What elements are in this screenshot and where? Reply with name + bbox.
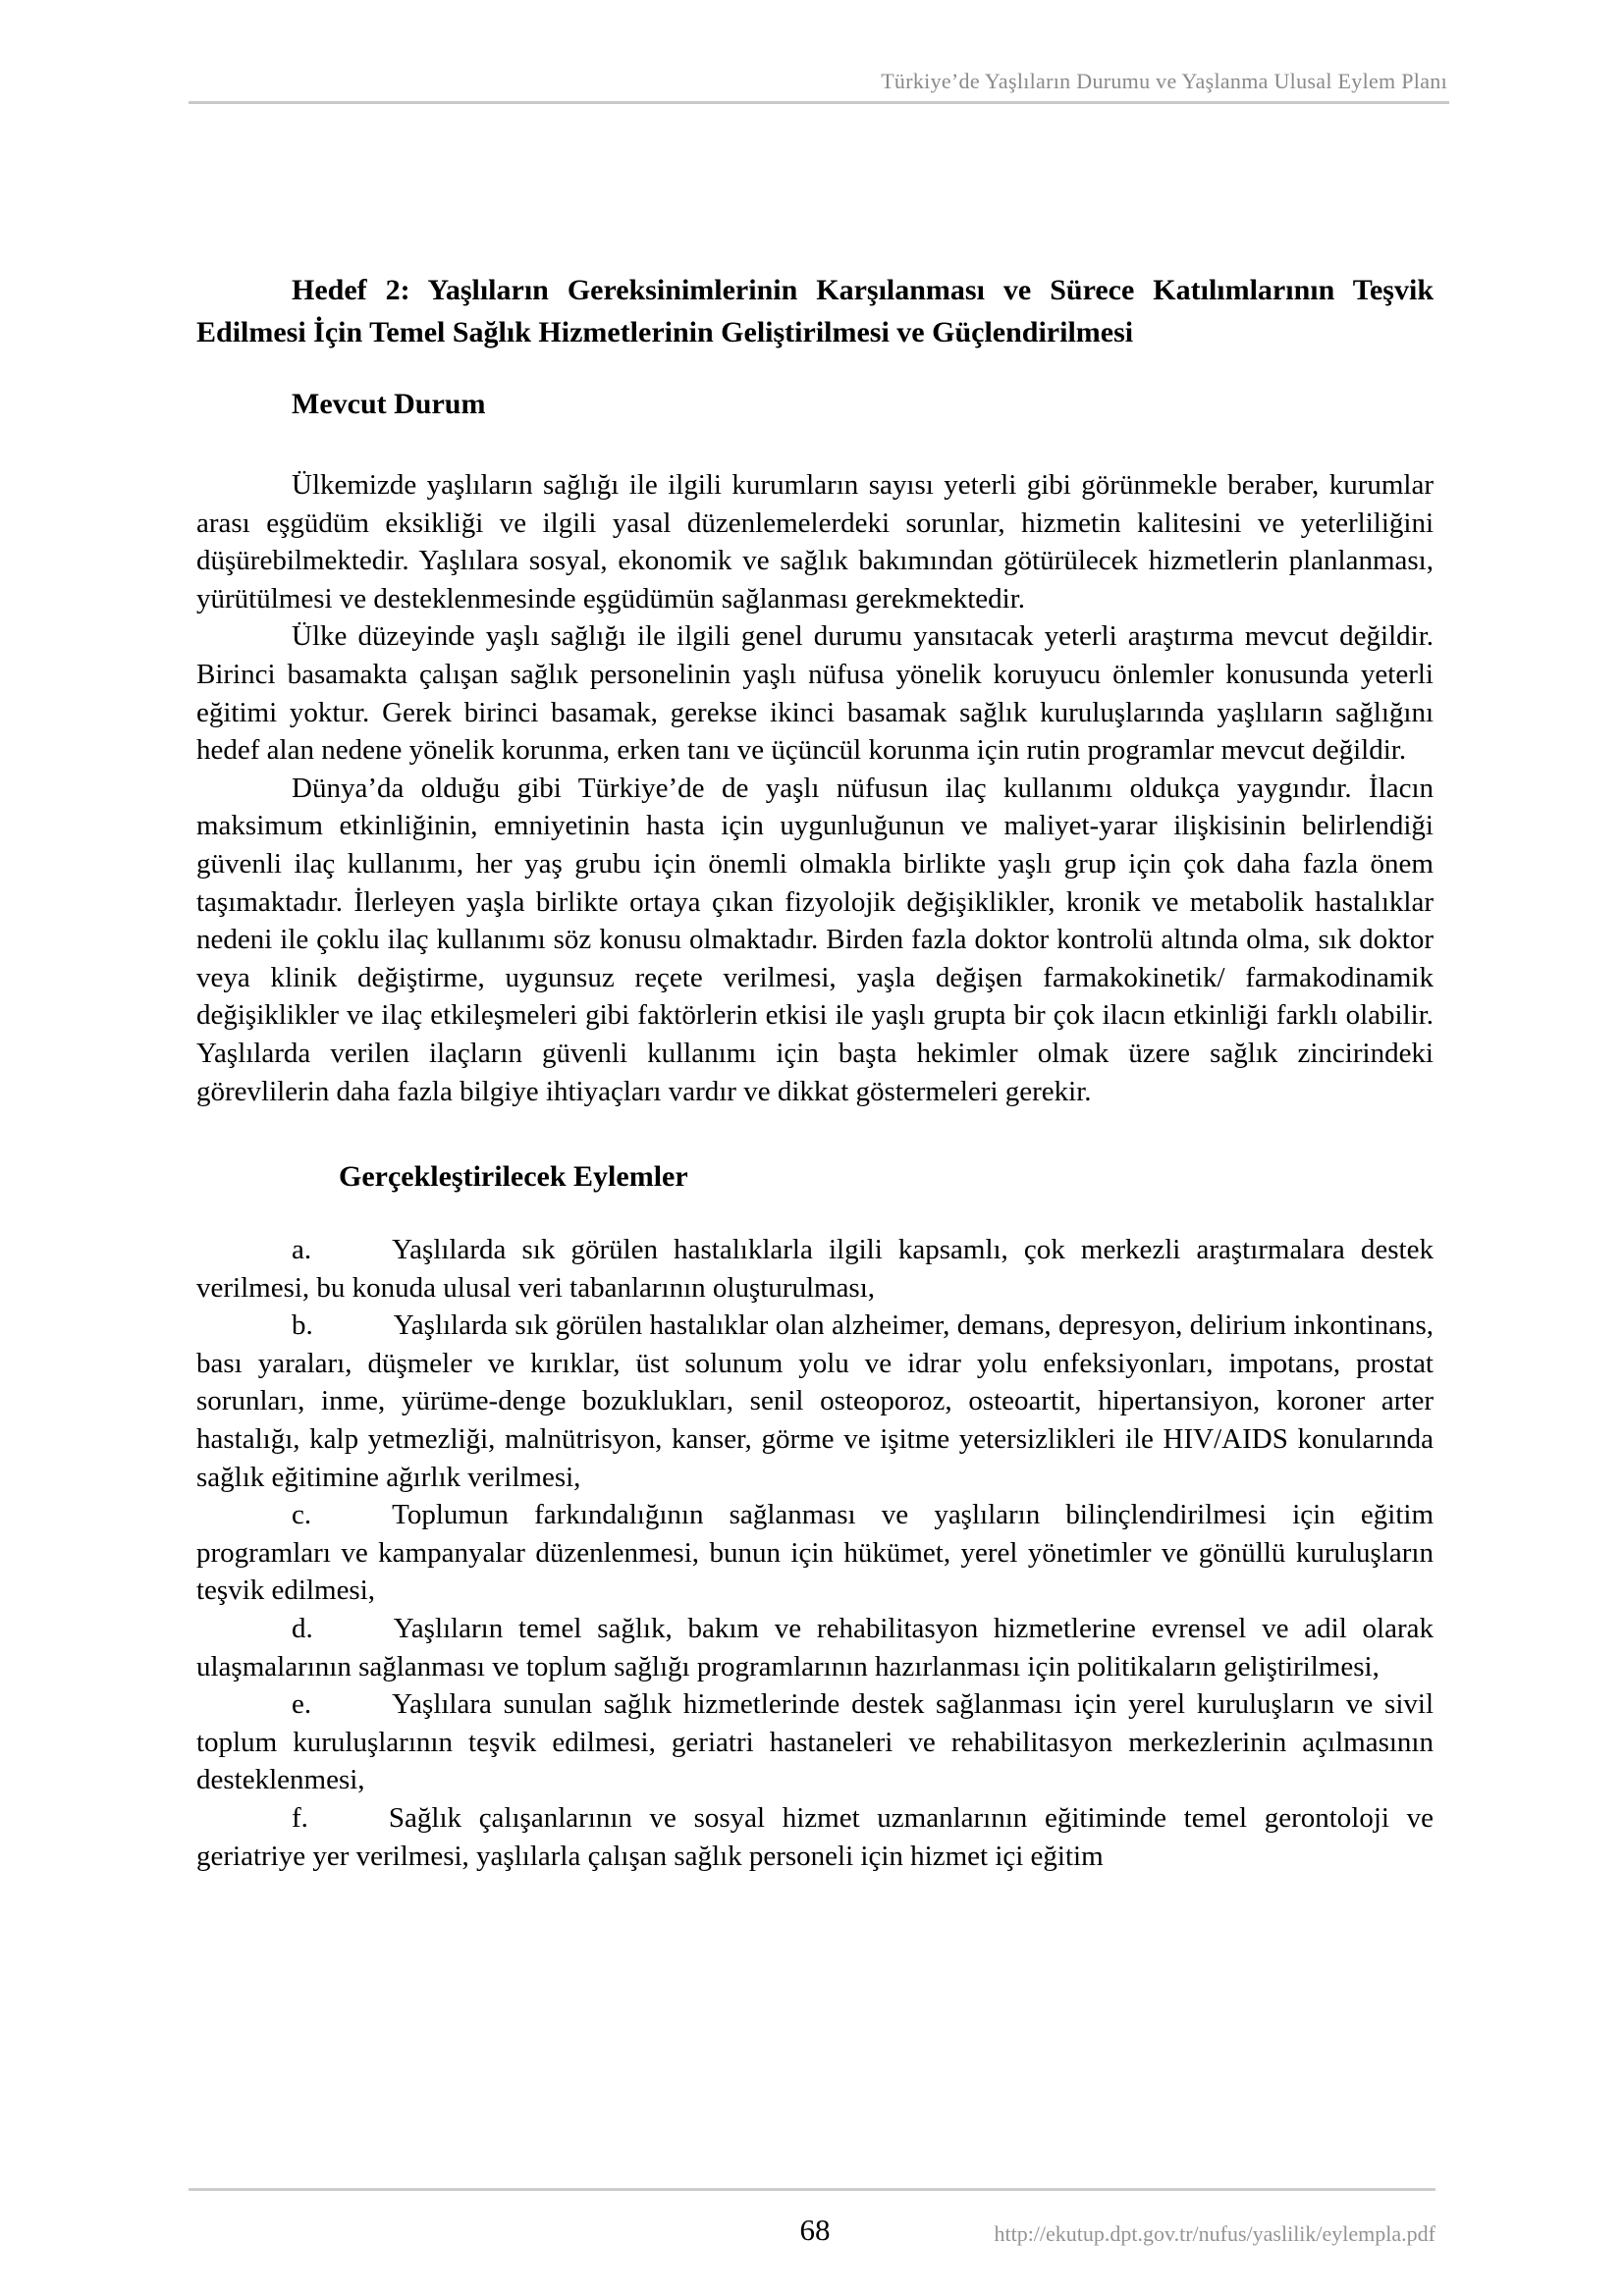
document-title: Hedef 2: Yaşlıların Gereksinimlerinin Karşılanması ve Sürece Katılımlarının Teşvik Edilmesi İçin Temel Sağlık Hizmetlerinin Geliştirilmesi ve Güçlendirilmesi <box>196 274 1434 348</box>
running-header-title: Türkiye’de Yaşlıların Durumu ve Yaşlanma Ulusal Eylem Planı <box>881 69 1447 93</box>
paragraph-1: Ülkemizde yaşlıların sağlığı ile ilgili kurumların sayısı yeterli gibi görünmekle beraber, kurumlar arası eşgüdüm eksikliği ve ilgili yasal düzenlemelerdeki sorunlar, hizmetin kalitesini ve yeterliliğini düşürebilmektedir. Yaşlılara sosyal, ekonomik ve sağlık bakımından götürülecek hizmetlerin planlanması, yürütülmesi ve desteklenmesinde eşgüdümün sağlanması gerekmektedir. <box>196 469 1434 614</box>
section-heading-eylemler: Gerçekleştirilecek Eylemler <box>339 1160 688 1194</box>
list-item-label: f. <box>292 1802 308 1834</box>
list-item-a <box>196 1231 1434 1307</box>
paragraph-3: Dünya’da olduğu gibi Türkiye’de de yaşlı nüfusun ilaç kullanımı oldukça yaygındır. İlacın maksimum etkinliğinin, emniyetinin hasta için uygunluğunun ve maliyet-yarar ilişkisinin belirlendiği güvenli ilaç kullanımı, her yaş grubu için önemli olmakla birlikte yaşlı grup için çok daha fazla önem taşımaktadır. İlerleyen yaşla birlikte ortaya çıkan fizyolojik değişiklikler, kronik ve metabolik hastalıklar nedeni ile çoklu ilaç kullanımı söz konusu olmaktadır. Birden fazla doktor kontrolü altında olma, sık doktor veya klinik değiştirme, uygunsuz reçete verilmesi, yaşla değişen farmakokinetik/ farmakodinamik değişiklikler ve ilaç etkileşmeleri gibi faktörlerin etkisi ile yaşlı grupta bir çok ilacın etkinliği farklı olabilir. Yaşlılarda verilen ilaçların güvenli kullanımı için başta hekimler olmak üzere sağlık zincirindeki görevlilerin daha fazla bilgiye ihtiyaçları vardır ve dikkat göstermeleri gerekir. <box>196 772 1434 1107</box>
paragraph-2: Ülke düzeyinde yaşlı sağlığı ile ilgili genel durumu yansıtacak yeterli araştırma mevcut değildir. Birinci basamakta çalışan sağlık personelinin yaşlı nüfusa yönelik koruyucu önlemler konusunda yeterli eğitimi yoktur. Gerek birinci basamak, gerekse ikinci basamak sağlık kuruluşlarında yaşlıların sağlığını hedef alan nedene yönelik korunma, erken tanı ve üçüncül korunma için rutin programlar mevcut değildir. <box>196 620 1434 767</box>
list-item-text: Yaşlılarda sık görülen hastalıklar olan alzheimer, demans, depresyon, delirium inkontinans, bası yaraları, düşmeler ve kırıklar, üst solunum yolu ve idrar yolu enfeksiyonları, impotans, prostat sorunları, inme, yürüme-denge bozuklukları, senil osteoporoz, osteoartit, hipertansiyon, koroner arter hastalığı, kalp yetmezliği, malnütrisyon, kanser, görme ve işitme yetersizlikleri ile HIV/AIDS konularında sağlık eğitimine ağırlık verilmesi, <box>196 1309 1434 1493</box>
page-number: 68 <box>799 2213 831 2247</box>
section-heading-mevcut-durum: Mevcut Durum <box>292 388 486 420</box>
list-item-text: Toplumun farkındalığının sağlanması ve yaşlıların bilinçlendirilmesi için eğitim programları ve kampanyalar düzenlenmesi, bunun için hükümet, yerel yönetimler ve gönüllü kuruluşların teşvik edilmesi, <box>196 1499 1434 1607</box>
list-item-d <box>196 1610 1434 1685</box>
list-item-label: c. <box>292 1499 312 1531</box>
list-item-e <box>196 1685 1434 1799</box>
list-item-text: Sağlık çalışanlarının ve sosyal hizmet uzmanlarının eğitiminde temel gerontoloji ve geriatriye yer verilmesi, yaşlılarla çalışan sağlık personeli için hizmet içi eğitim <box>196 1802 1434 1872</box>
page-content <box>196 269 1434 1875</box>
list-item-label: a. <box>292 1234 312 1266</box>
footer-url: http://ekutup.dpt.gov.tr/nufus/yaslilik/eylempla.pdf <box>994 2221 1435 2246</box>
header-rule <box>189 101 1449 104</box>
footer-rule <box>189 2188 1435 2191</box>
list-item-label: e. <box>292 1688 312 1721</box>
action-list <box>196 1231 1434 1875</box>
list-item-label: b. <box>292 1309 313 1342</box>
list-item-label: d. <box>292 1613 313 1645</box>
list-item-text: Yaşlılarda sık görülen hastalıklarla ilgili kapsamlı, çok merkezli araştırmalara destek verilmesi, bu konuda ulusal veri tabanlarının oluşturulması, <box>196 1234 1434 1304</box>
list-item-b <box>196 1307 1434 1496</box>
list-item-text: Yaşlıların temel sağlık, bakım ve rehabilitasyon hizmetlerine evrensel ve adil olarak ulaşmalarının sağlanması ve toplum sağlığı programlarının hazırlanması için politikaların geliştirilmesi, <box>196 1613 1434 1682</box>
list-item-text: Yaşlılara sunulan sağlık hizmetlerinde destek sağlanması için yerel kuruluşların ve sivil toplum kuruluşlarının teşvik edilmesi, geriatri hastaneleri ve rehabilitasyon merkezlerinin açılmasının desteklenmesi, <box>196 1688 1434 1796</box>
list-item-f <box>196 1799 1434 1875</box>
list-item-c <box>196 1496 1434 1610</box>
